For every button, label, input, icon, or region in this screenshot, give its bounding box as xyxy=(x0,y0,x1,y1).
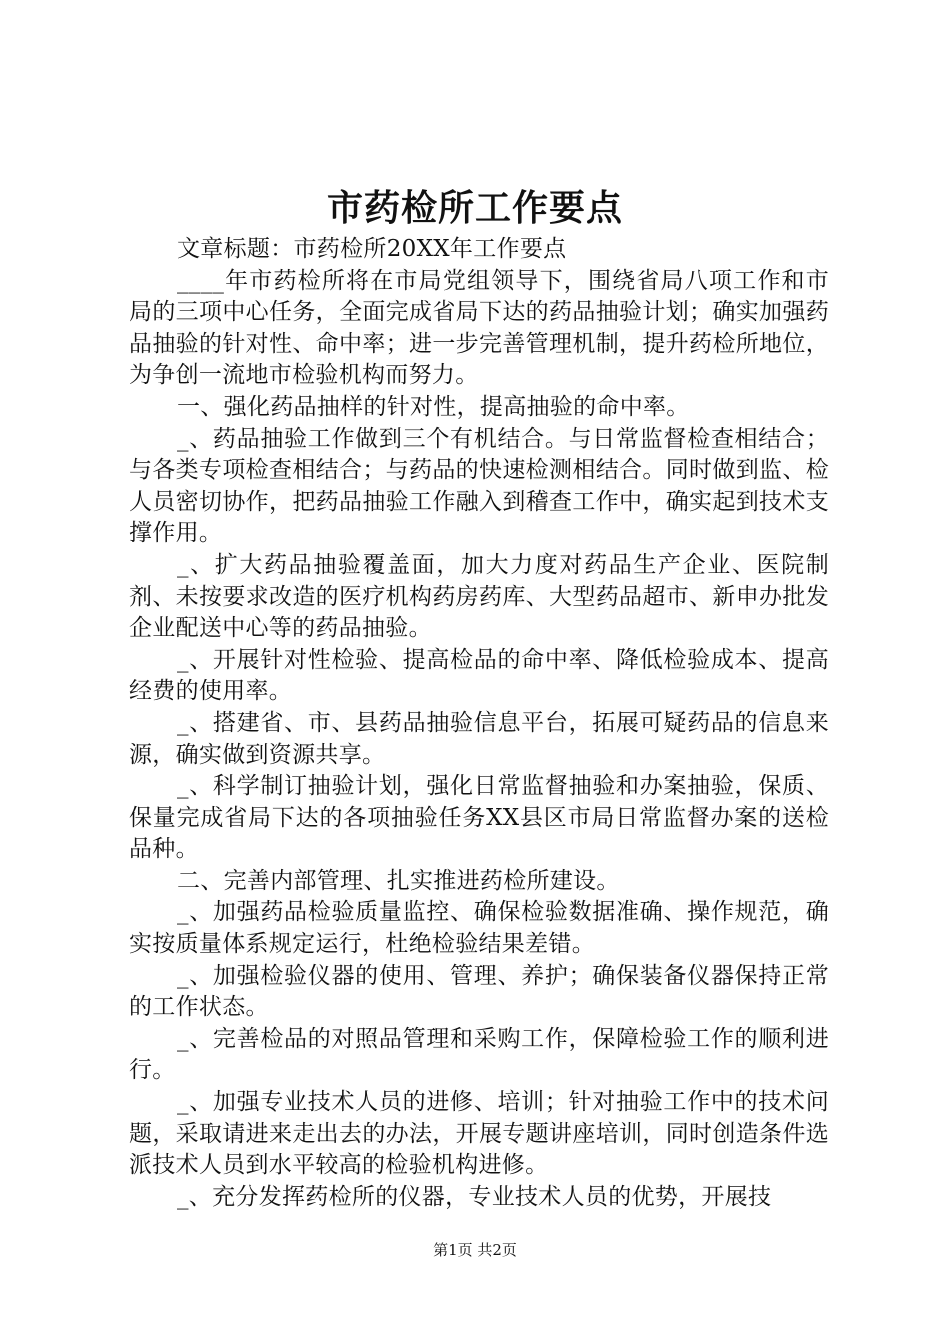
list-item: _、搭建省、市、县药品抽验信息平台，拓展可疑药品的信息来源，确实做到资源共享。 xyxy=(129,709,829,768)
paragraph-article-title: 文章标题：市药检所20XX年工作要点 xyxy=(177,236,567,262)
list-item: _、科学制订抽验计划，强化日常监督抽验和办案抽验，保质、保量完成省局下达的各项抽验任务XX县区市局日常监督办案的送检品种。 xyxy=(129,773,829,863)
document-title: 市药检所工作要点 xyxy=(326,187,623,229)
page-number-footer: 第1页 共2页 xyxy=(433,1241,517,1259)
list-item: _、加强药品检验质量监控、确保检验数据准确、操作规范，确实按质量体系规定运行，杜绝检验结果差错。 xyxy=(129,899,829,958)
list-item: _、充分发挥药检所的仪器，专业技术人员的优势，开展技 xyxy=(177,1183,772,1210)
list-item: _、完善检品的对照品管理和采购工作，保障检验工作的顺利进行。 xyxy=(129,1025,829,1084)
list-item: _、加强专业技术人员的进修、培训；针对抽验工作中的技术问题，采取请进来走出去的办法，开展专题讲座培训，同时创造条件选派技术人员到水平较高的检验机构进修。 xyxy=(129,1089,829,1179)
document-body xyxy=(129,234,829,1213)
section-heading-2: 二、完善内部管理、扎实推进药检所建设。 xyxy=(177,867,620,894)
list-item: _、开展针对性检验、提高检品的命中率、降低检验成本、提高经费的使用率。 xyxy=(129,646,829,705)
list-item: _、加强检验仪器的使用、管理、养护；确保装备仪器保持正常的工作状态。 xyxy=(129,962,829,1021)
list-item: _、药品抽验工作做到三个有机结合。与日常监督检查相结合；与各类专项检查相结合；与药品的快速检测相结合。同时做到监、检人员密切协作，把药品抽验工作融入到稽查工作中，确实起到技术支撑作用。 xyxy=(129,425,829,547)
section-heading-1: 一、强化药品抽样的针对性，提高抽验的命中率。 xyxy=(177,393,690,420)
paragraph-intro: ____年市药检所将在市局党组领导下，围绕省局八项工作和市局的三项中心任务，全面完成省局下达的药品抽验计划；确实加强药品抽验的针对性、命中率；进一步完善管理机制，提升药检所地位，为争创一流地市检验机构而努力。 xyxy=(129,267,829,389)
list-item: _、扩大药品抽验覆盖面，加大力度对药品生产企业、医院制剂、未按要求改造的医疗机构药房药库、大型药品超市、新申办批发企业配送中心等的药品抽验。 xyxy=(129,551,829,642)
